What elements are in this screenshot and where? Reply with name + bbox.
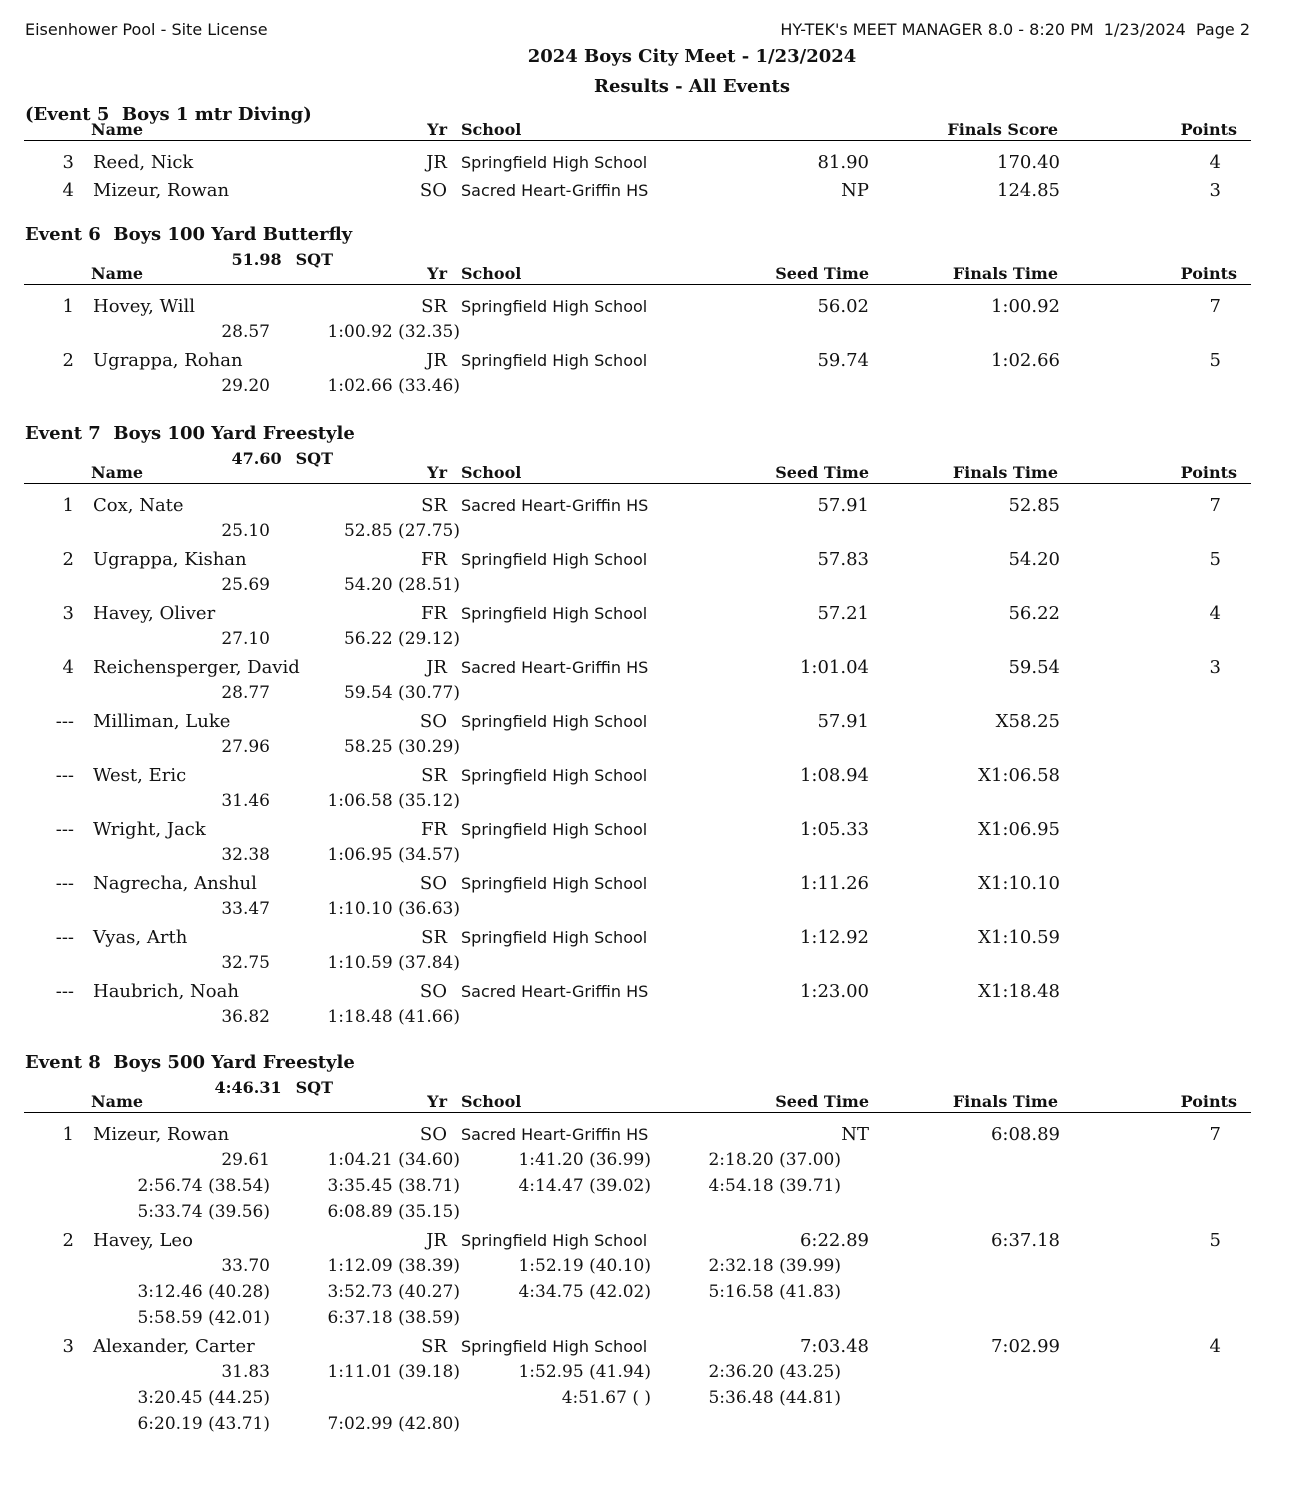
split-time: 29.61 <box>221 1150 270 1170</box>
column-header <box>24 1090 1251 1113</box>
split-time: 25.69 <box>221 575 270 595</box>
col-yr: Yr <box>427 264 447 283</box>
class-year: FR <box>420 603 447 624</box>
school-name: Springfield High School <box>461 297 648 316</box>
swimmer-name: Havey, Oliver <box>93 603 216 624</box>
split-time: 4:34.75 (42.02) <box>518 1282 651 1302</box>
finals-time: 1:02.66 <box>990 350 1060 371</box>
place: --- <box>55 711 74 732</box>
class-year: SR <box>421 765 447 786</box>
class-year: SO <box>419 981 447 1002</box>
col-finals: Finals Score <box>947 120 1058 139</box>
seed-time: NP <box>841 180 869 201</box>
split-time: 31.83 <box>221 1362 270 1382</box>
event-title: (Event 5 Boys 1 mtr Diving) <box>25 104 312 125</box>
split-line <box>0 322 1308 346</box>
points: 3 <box>1209 657 1221 678</box>
place: 3 <box>62 152 74 173</box>
col-school: School <box>461 264 522 283</box>
split-line <box>0 521 1308 545</box>
split-time: 33.47 <box>221 899 270 919</box>
swimmer-name: Milliman, Luke <box>93 711 231 732</box>
event-title: Event 7 Boys 100 Yard Freestyle <box>25 423 355 444</box>
finals-time: 52.85 <box>1008 495 1060 516</box>
col-points: Points <box>1180 1092 1237 1111</box>
split-line <box>0 845 1308 869</box>
swimmer-name: Nagrecha, Anshul <box>93 873 257 894</box>
col-finals: Finals Time <box>952 1092 1058 1111</box>
finals-time: X1:10.59 <box>978 927 1060 948</box>
seed-time: 1:05.33 <box>799 819 869 840</box>
split-line <box>0 1362 1308 1386</box>
site-license: Eisenhower Pool - Site License <box>25 20 268 39</box>
place: 2 <box>62 1230 74 1251</box>
col-finals: Finals Time <box>952 463 1058 482</box>
school-name: Springfield High School <box>461 153 648 172</box>
class-year: SO <box>419 1124 447 1145</box>
split-time: 4:54.18 (39.71) <box>708 1176 841 1196</box>
split-time: 1:12.09 (38.39) <box>327 1256 460 1276</box>
split-time: 2:18.20 (37.00) <box>708 1150 841 1170</box>
split-time: 3:12.46 (40.28) <box>137 1282 270 1302</box>
qualifying-label: SQT <box>295 449 333 468</box>
split-time: 32.75 <box>221 953 270 973</box>
points: 4 <box>1209 603 1221 624</box>
school-name: Sacred Heart-Griffin HS <box>461 496 649 515</box>
split-time: 2:32.18 (39.99) <box>708 1256 841 1276</box>
split-line <box>0 1414 1308 1438</box>
points: 5 <box>1209 549 1221 570</box>
swimmer-name: Ugrappa, Rohan <box>93 350 243 371</box>
class-year: SR <box>421 296 447 317</box>
split-line <box>0 899 1308 923</box>
points: 7 <box>1209 1124 1221 1145</box>
col-name: Name <box>91 120 144 139</box>
seed-time: 7:03.48 <box>799 1336 869 1357</box>
school-name: Springfield High School <box>461 874 648 893</box>
result-row <box>0 549 1308 575</box>
seed-time: 1:12.92 <box>799 927 869 948</box>
place: --- <box>55 873 74 894</box>
split-time: 5:33.74 (39.56) <box>137 1202 270 1222</box>
swimmer-name: West, Eric <box>93 765 187 786</box>
split-time: 32.38 <box>221 845 270 865</box>
result-row <box>0 765 1308 791</box>
place: 4 <box>62 180 74 201</box>
result-row <box>0 1124 1308 1150</box>
split-time: 4:51.67 ( ) <box>561 1388 651 1408</box>
split-time: 5:58.59 (42.01) <box>137 1308 270 1328</box>
split-line <box>0 376 1308 400</box>
split-time: 27.96 <box>221 737 270 757</box>
seed-time: 1:23.00 <box>799 981 869 1002</box>
class-year: SR <box>421 927 447 948</box>
place: --- <box>55 765 74 786</box>
place: --- <box>55 927 74 948</box>
class-year: SR <box>421 495 447 516</box>
points: 7 <box>1209 495 1221 516</box>
column-header <box>24 262 1251 285</box>
seed-time: NT <box>841 1124 869 1145</box>
result-row <box>0 603 1308 629</box>
swimmer-name: Havey, Leo <box>93 1230 193 1251</box>
swimmer-name: Cox, Nate <box>93 495 184 516</box>
finals-time: X1:10.10 <box>978 873 1060 894</box>
event-title: Event 8 Boys 500 Yard Freestyle <box>25 1052 355 1073</box>
split-line <box>0 1308 1308 1332</box>
split-time: 1:10.10 (36.63) <box>327 899 460 919</box>
seed-time: 1:11.26 <box>799 873 869 894</box>
finals-time: 56.22 <box>1008 603 1060 624</box>
finals-time: 59.54 <box>1008 657 1060 678</box>
result-row <box>0 495 1308 521</box>
col-seed: Seed Time <box>775 463 869 482</box>
result-row <box>0 819 1308 845</box>
place: --- <box>55 981 74 1002</box>
split-time: 1:11.01 (39.18) <box>327 1362 460 1382</box>
split-time: 31.46 <box>221 791 270 811</box>
split-time: 3:35.45 (38.71) <box>327 1176 460 1196</box>
qualifying-time: 4:46.31 <box>214 1078 282 1097</box>
col-yr: Yr <box>427 463 447 482</box>
col-seed: Seed Time <box>775 264 869 283</box>
seed-time: 59.74 <box>817 350 869 371</box>
place: --- <box>55 819 74 840</box>
finals-time: X1:06.58 <box>978 765 1060 786</box>
split-time: 1:41.20 (36.99) <box>518 1150 651 1170</box>
place: 3 <box>62 603 74 624</box>
finals-time: 6:08.89 <box>990 1124 1060 1145</box>
split-time: 1:52.19 (40.10) <box>518 1256 651 1276</box>
split-line <box>0 575 1308 599</box>
split-time: 6:20.19 (43.71) <box>137 1414 270 1434</box>
finals-time: 1:00.92 <box>990 296 1060 317</box>
page-subtitle: Results - All Events <box>594 76 790 97</box>
place: 1 <box>62 1124 74 1145</box>
split-line <box>0 791 1308 815</box>
column-header <box>24 118 1251 141</box>
split-line <box>0 1256 1308 1280</box>
school-name: Springfield High School <box>461 712 648 731</box>
split-time: 4:14.47 (39.02) <box>518 1176 651 1196</box>
finals-time: 170.40 <box>997 152 1060 173</box>
place: 3 <box>62 1336 74 1357</box>
class-year: FR <box>420 819 447 840</box>
points: 5 <box>1209 350 1221 371</box>
place: 2 <box>62 549 74 570</box>
class-year: JR <box>426 657 447 678</box>
class-year: JR <box>426 152 447 173</box>
school-name: Springfield High School <box>461 1337 648 1356</box>
qualifying-time: 47.60 <box>231 449 282 468</box>
result-row <box>0 350 1308 376</box>
col-name: Name <box>91 463 144 482</box>
seed-time: 57.83 <box>817 549 869 570</box>
split-line <box>0 1282 1308 1306</box>
result-row <box>0 1336 1308 1362</box>
col-name: Name <box>91 264 144 283</box>
swimmer-name: Ugrappa, Kishan <box>93 549 247 570</box>
split-time: 3:52.73 (40.27) <box>327 1282 460 1302</box>
finals-time: 54.20 <box>1008 549 1060 570</box>
place: 1 <box>62 296 74 317</box>
split-time: 2:36.20 (43.25) <box>708 1362 841 1382</box>
split-line <box>0 1150 1308 1174</box>
class-year: JR <box>426 1230 447 1251</box>
seed-time: 56.02 <box>817 296 869 317</box>
seed-time: 57.91 <box>817 711 869 732</box>
result-row <box>0 152 1308 178</box>
split-time: 27.10 <box>221 629 270 649</box>
points: 7 <box>1209 296 1221 317</box>
points: 5 <box>1209 1230 1221 1251</box>
split-time: 1:10.59 (37.84) <box>327 953 460 973</box>
school-name: Springfield High School <box>461 928 648 947</box>
qualifying-label: SQT <box>295 1078 333 1097</box>
split-time: 6:37.18 (38.59) <box>327 1308 460 1328</box>
split-line <box>0 683 1308 707</box>
split-time: 59.54 (30.77) <box>343 683 460 703</box>
split-time: 1:00.92 (32.35) <box>327 322 460 342</box>
swimmer-name: Hovey, Will <box>93 296 196 317</box>
school-name: Springfield High School <box>461 766 648 785</box>
split-time: 6:08.89 (35.15) <box>327 1202 460 1222</box>
school-name: Sacred Heart-Griffin HS <box>461 1125 649 1144</box>
meet-title: 2024 Boys City Meet - 1/23/2024 <box>527 46 857 67</box>
event-title: Event 6 Boys 100 Yard Butterfly <box>25 224 353 245</box>
col-finals: Finals Time <box>952 264 1058 283</box>
split-time: 7:02.99 (42.80) <box>327 1414 460 1434</box>
split-time: 28.57 <box>221 322 270 342</box>
finals-time: X58.25 <box>995 711 1060 732</box>
seed-time: 57.21 <box>817 603 869 624</box>
points: 3 <box>1209 180 1221 201</box>
split-time: 33.70 <box>221 1256 270 1276</box>
swimmer-name: Vyas, Arth <box>93 927 188 948</box>
class-year: SO <box>419 180 447 201</box>
class-year: JR <box>426 350 447 371</box>
swimmer-name: Reed, Nick <box>93 152 194 173</box>
split-line <box>0 737 1308 761</box>
col-school: School <box>461 1092 522 1111</box>
result-row <box>0 180 1308 206</box>
split-time: 2:56.74 (38.54) <box>137 1176 270 1196</box>
place: 2 <box>62 350 74 371</box>
software-stamp: HY-TEK's MEET MANAGER 8.0 - 8:20 PM 1/23/2024 Page 2 <box>780 20 1250 39</box>
finals-time: 124.85 <box>997 180 1060 201</box>
split-time: 1:52.95 (41.94) <box>518 1362 651 1382</box>
class-year: SO <box>419 873 447 894</box>
finals-time: 7:02.99 <box>990 1336 1060 1357</box>
seed-time: 57.91 <box>817 495 869 516</box>
school-name: Springfield High School <box>461 550 648 569</box>
seed-time: 1:01.04 <box>799 657 869 678</box>
class-year: FR <box>420 549 447 570</box>
points: 4 <box>1209 1336 1221 1357</box>
place: 1 <box>62 495 74 516</box>
result-row <box>0 711 1308 737</box>
swimmer-name: Mizeur, Rowan <box>93 1124 230 1145</box>
col-school: School <box>461 463 522 482</box>
swimmer-name: Reichensperger, David <box>93 657 300 678</box>
result-row <box>0 873 1308 899</box>
split-time: 25.10 <box>221 521 270 541</box>
col-seed: Seed Time <box>775 1092 869 1111</box>
split-time: 58.25 (30.29) <box>343 737 460 757</box>
col-points: Points <box>1180 264 1237 283</box>
split-line <box>0 953 1308 977</box>
result-row <box>0 657 1308 683</box>
split-time: 1:04.21 (34.60) <box>327 1150 460 1170</box>
school-name: Springfield High School <box>461 604 648 623</box>
split-time: 5:16.58 (41.83) <box>708 1282 841 1302</box>
swimmer-name: Haubrich, Noah <box>93 981 239 1002</box>
split-time: 52.85 (27.75) <box>343 521 460 541</box>
split-time: 36.82 <box>221 1007 270 1027</box>
col-points: Points <box>1180 463 1237 482</box>
swimmer-name: Alexander, Carter <box>93 1336 255 1357</box>
col-yr: Yr <box>427 1092 447 1111</box>
school-name: Sacred Heart-Griffin HS <box>461 181 649 200</box>
split-line <box>0 1007 1308 1031</box>
result-row <box>0 981 1308 1007</box>
split-line <box>0 1176 1308 1200</box>
place: 4 <box>62 657 74 678</box>
finals-time: X1:06.95 <box>978 819 1060 840</box>
column-header <box>24 461 1251 484</box>
qualifying-time: 51.98 <box>231 250 282 269</box>
school-name: Sacred Heart-Griffin HS <box>461 982 649 1001</box>
split-time: 1:18.48 (41.66) <box>327 1007 460 1027</box>
class-year: SR <box>421 1336 447 1357</box>
seed-time: 1:08.94 <box>799 765 869 786</box>
seed-time: 81.90 <box>817 152 869 173</box>
result-row <box>0 296 1308 322</box>
school-name: Springfield High School <box>461 1231 648 1250</box>
col-school: School <box>461 120 522 139</box>
school-name: Springfield High School <box>461 351 648 370</box>
result-row <box>0 1230 1308 1256</box>
split-time: 28.77 <box>221 683 270 703</box>
split-time: 1:02.66 (33.46) <box>327 376 460 396</box>
seed-time: 6:22.89 <box>799 1230 869 1251</box>
finals-time: X1:18.48 <box>978 981 1060 1002</box>
school-name: Sacred Heart-Griffin HS <box>461 658 649 677</box>
col-yr: Yr <box>427 120 447 139</box>
split-time: 3:20.45 (44.25) <box>137 1388 270 1408</box>
finals-time: 6:37.18 <box>990 1230 1060 1251</box>
split-time: 1:06.58 (35.12) <box>327 791 460 811</box>
col-name: Name <box>91 1092 144 1111</box>
split-time: 56.22 (29.12) <box>343 629 460 649</box>
points: 4 <box>1209 152 1221 173</box>
split-line <box>0 629 1308 653</box>
swimmer-name: Wright, Jack <box>93 819 206 840</box>
qualifying-label: SQT <box>295 250 333 269</box>
split-time: 54.20 (28.51) <box>343 575 460 595</box>
result-row <box>0 927 1308 953</box>
split-time: 1:06.95 (34.57) <box>327 845 460 865</box>
class-year: SO <box>419 711 447 732</box>
swimmer-name: Mizeur, Rowan <box>93 180 230 201</box>
split-time: 29.20 <box>221 376 270 396</box>
split-line <box>0 1388 1308 1412</box>
split-line <box>0 1202 1308 1226</box>
col-points: Points <box>1180 120 1237 139</box>
split-time: 5:36.48 (44.81) <box>708 1388 841 1408</box>
school-name: Springfield High School <box>461 820 648 839</box>
